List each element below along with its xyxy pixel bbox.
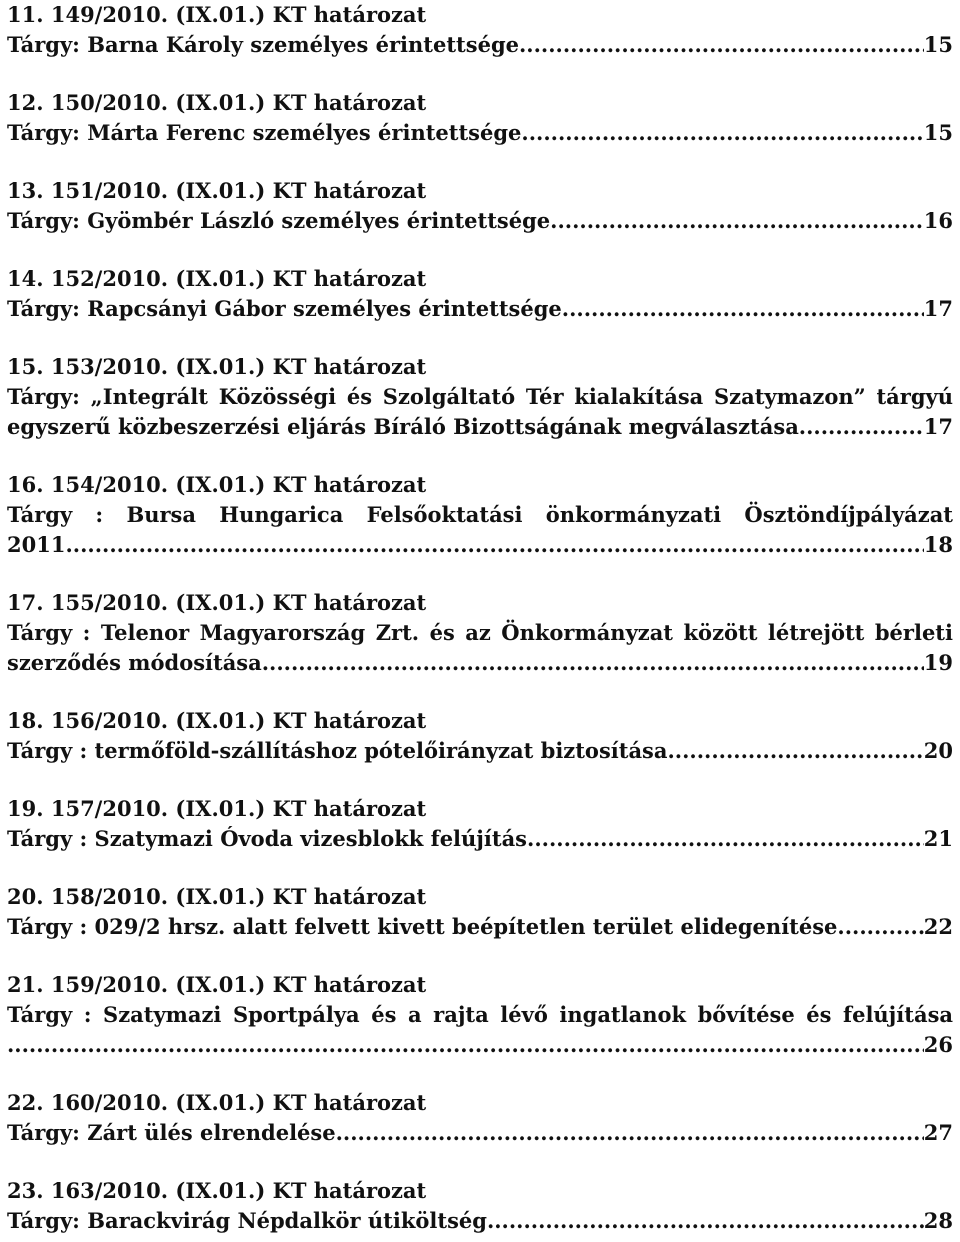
entry-subject-line[interactable] xyxy=(7,30,953,60)
page-number: 15 xyxy=(923,120,953,145)
leader-dots xyxy=(527,824,924,854)
toc-entry-14 xyxy=(7,264,953,324)
toc-entry-17 xyxy=(7,588,953,678)
entry-subject-continued: egyszerű közbeszerzési eljárás Bíráló Bizottságának megválasztása xyxy=(7,414,799,439)
entry-heading: 11. 149/2010. (IX.01.) KT határozat xyxy=(7,2,427,27)
page-number: 17 xyxy=(923,296,953,321)
toc-entry-19 xyxy=(7,794,953,854)
leader-dots xyxy=(562,294,924,324)
entry-subject: Tárgy: Gyömbér László személyes érintettsége xyxy=(7,208,551,233)
page-number: 16 xyxy=(923,208,953,233)
page-number: 18 xyxy=(923,532,953,557)
toc-entry-22 xyxy=(7,1088,953,1148)
entry-heading: 13. 151/2010. (IX.01.) KT határozat xyxy=(7,178,427,203)
toc-entry-11 xyxy=(7,0,953,60)
entry-subject: Tárgy: Zárt ülés elrendelése xyxy=(7,1120,336,1145)
entry-subject: Tárgy : Szatymazi Óvoda vizesblokk felújítás xyxy=(7,826,528,851)
entry-heading: 19. 157/2010. (IX.01.) KT határozat xyxy=(7,796,427,821)
entry-subject-line[interactable] xyxy=(7,648,953,678)
entry-heading: 22. 160/2010. (IX.01.) KT határozat xyxy=(7,1090,427,1115)
entry-subject-line[interactable] xyxy=(7,1206,953,1236)
entry-subject: Tárgy : Szatymazi Sportpálya és a rajta lévő ingatlanok bővítése és felújítása xyxy=(7,1002,953,1027)
entry-heading: 16. 154/2010. (IX.01.) KT határozat xyxy=(7,472,427,497)
entry-subject: Tárgy: „Integrált Közösségi és Szolgáltató Tér kialakítása Szatymazon” tárgyú xyxy=(7,384,953,409)
entry-heading: 15. 153/2010. (IX.01.) KT határozat xyxy=(7,354,427,379)
toc-entry-23 xyxy=(7,1176,953,1236)
entry-subject: Tárgy: Márta Ferenc személyes érintettsége xyxy=(7,120,522,145)
page-number: 17 xyxy=(923,414,953,439)
leader-dots xyxy=(65,530,923,560)
page-number: 19 xyxy=(923,650,953,675)
page-number: 20 xyxy=(923,738,953,763)
leader-dots xyxy=(7,1030,924,1060)
leader-dots xyxy=(550,206,924,236)
leader-dots xyxy=(799,412,924,442)
entry-heading: 14. 152/2010. (IX.01.) KT határozat xyxy=(7,266,427,291)
entry-subject: Tárgy: Barna Károly személyes érintettsége xyxy=(7,32,519,57)
entry-heading: 17. 155/2010. (IX.01.) KT határozat xyxy=(7,590,427,615)
entry-subject: Tárgy : 029/2 hrsz. alatt felvett kivett beépítetlen terület elidegenítése xyxy=(7,914,838,939)
toc-entry-18 xyxy=(7,706,953,766)
entry-subject-line[interactable] xyxy=(7,206,953,236)
entry-subject-line[interactable] xyxy=(7,294,953,324)
leader-dots xyxy=(336,1118,924,1148)
entry-heading: 12. 150/2010. (IX.01.) KT határozat xyxy=(7,90,427,115)
entry-heading: 23. 163/2010. (IX.01.) KT határozat xyxy=(7,1178,427,1203)
page-number: 27 xyxy=(923,1120,953,1145)
toc-entry-13 xyxy=(7,176,953,236)
page-number: 15 xyxy=(923,32,953,57)
entry-subject: Tárgy: Rapcsányi Gábor személyes érintettsége xyxy=(7,296,562,321)
entry-subject: Tárgy : termőföld-szállításhoz pótelőirányzat biztosítása xyxy=(7,738,668,763)
leader-dots xyxy=(667,736,923,766)
page-number: 28 xyxy=(923,1208,953,1233)
entry-subject-line[interactable] xyxy=(7,1030,953,1060)
leader-dots xyxy=(262,648,924,678)
toc-entry-16 xyxy=(7,470,953,560)
toc-entry-15 xyxy=(7,352,953,442)
entry-heading: 18. 156/2010. (IX.01.) KT határozat xyxy=(7,708,427,733)
toc-entry-12 xyxy=(7,88,953,148)
leader-dots xyxy=(487,1206,924,1236)
toc-entry-20 xyxy=(7,882,953,942)
entry-subject-line[interactable] xyxy=(7,118,953,148)
entry-subject-line[interactable] xyxy=(7,736,953,766)
page-number: 22 xyxy=(923,914,953,939)
entry-heading: 20. 158/2010. (IX.01.) KT határozat xyxy=(7,884,427,909)
toc-entry-21 xyxy=(7,970,953,1060)
entry-subject-continued: 2011 xyxy=(7,532,66,557)
entry-heading: 21. 159/2010. (IX.01.) KT határozat xyxy=(7,972,427,997)
entry-subject-line[interactable] xyxy=(7,912,953,942)
entry-subject-line[interactable] xyxy=(7,412,953,442)
entry-subject-continued: szerződés módosítása xyxy=(7,650,262,675)
entry-subject-line[interactable] xyxy=(7,530,953,560)
leader-dots xyxy=(837,912,923,942)
entry-subject: Tárgy: Barackvirág Népdalkör útiköltség xyxy=(7,1208,487,1233)
page-number: 21 xyxy=(923,826,953,851)
entry-subject-line[interactable] xyxy=(7,824,953,854)
entry-subject: Tárgy : Bursa Hungarica Felsőoktatási önkormányzati Ösztöndíjpályázat xyxy=(7,502,953,527)
leader-dots xyxy=(521,118,923,148)
entry-subject: Tárgy : Telenor Magyarország Zrt. és az Önkormányzat között létrejött bérleti xyxy=(7,620,953,645)
table-of-contents xyxy=(7,0,953,1236)
leader-dots xyxy=(519,30,924,60)
entry-subject-line[interactable] xyxy=(7,1118,953,1148)
page-number: 26 xyxy=(923,1032,953,1057)
